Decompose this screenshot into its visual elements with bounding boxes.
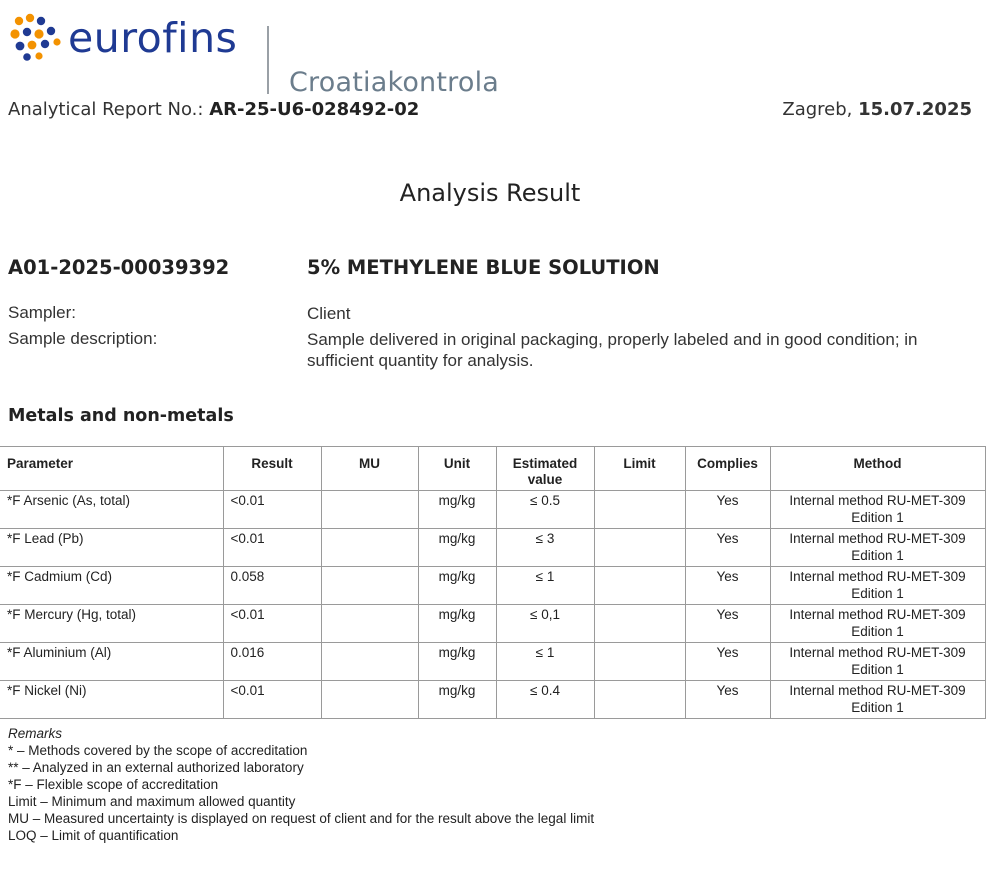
cell-mu [321, 529, 418, 567]
column-header-method: Method [770, 447, 985, 491]
report-number-line [8, 99, 419, 120]
cell-method: Internal method RU-MET-309 Edition 1 [770, 529, 985, 567]
cell-mu [321, 491, 418, 529]
cell-mu [321, 681, 418, 719]
table-row [0, 605, 985, 643]
header-divider [267, 26, 269, 94]
cell-limit [594, 529, 685, 567]
cell-mu [321, 605, 418, 643]
cell-result: <0.01 [223, 529, 321, 567]
cell-complies: Yes [685, 605, 770, 643]
column-header-estimated-value: Estimated value [496, 447, 594, 491]
cell-result: 0.058 [223, 567, 321, 605]
column-header-parameter: Parameter [0, 447, 223, 491]
cell-estimated-value: ≤ 1 [496, 567, 594, 605]
cell-unit: mg/kg [418, 605, 496, 643]
cell-complies: Yes [685, 567, 770, 605]
report-number: AR-25-U6-028492-02 [209, 99, 420, 120]
cell-limit [594, 605, 685, 643]
remarks-title: Remarks [8, 726, 63, 741]
results-table [0, 446, 986, 719]
table-header-row [0, 447, 985, 491]
cell-mu [321, 643, 418, 681]
cell-unit: mg/kg [418, 567, 496, 605]
sample-description-value: Sample delivered in original packaging, properly labeled and in good condition; in sufficient quantity for analysis. [307, 330, 918, 370]
cell-unit: mg/kg [418, 491, 496, 529]
column-header-limit: Limit [594, 447, 685, 491]
cell-unit: mg/kg [418, 529, 496, 567]
cell-parameter: *F Aluminium (Al) [0, 643, 223, 681]
cell-result: <0.01 [223, 491, 321, 529]
cell-parameter: *F Lead (Pb) [0, 529, 223, 567]
cell-method: Internal method RU-MET-309 Edition 1 [770, 605, 985, 643]
report-date-line [782, 99, 972, 120]
cell-method: Internal method RU-MET-309 Edition 1 [770, 491, 985, 529]
cell-estimated-value: ≤ 0,1 [496, 605, 594, 643]
cell-complies: Yes [685, 643, 770, 681]
sample-name: 5% METHYLENE BLUE SOLUTION [307, 256, 660, 279]
remark-line: Limit – Minimum and maximum allowed quantity [8, 794, 296, 809]
cell-parameter: *F Arsenic (As, total) [0, 491, 223, 529]
cell-limit [594, 567, 685, 605]
report-label: Analytical Report No.: [8, 99, 210, 120]
cell-limit [594, 681, 685, 719]
remark-line: * – Methods covered by the scope of accreditation [8, 743, 308, 758]
cell-unit: mg/kg [418, 681, 496, 719]
cell-estimated-value: ≤ 3 [496, 529, 594, 567]
sub-brand-name: Croatiakontrola [289, 67, 500, 98]
cell-mu [321, 567, 418, 605]
cell-limit [594, 643, 685, 681]
cell-result: 0.016 [223, 643, 321, 681]
cell-parameter: *F Cadmium (Cd) [0, 567, 223, 605]
cell-method: Internal method RU-MET-309 Edition 1 [770, 681, 985, 719]
brand-name: eurofins [68, 14, 238, 62]
cell-result: <0.01 [223, 681, 321, 719]
cell-estimated-value: ≤ 0.5 [496, 491, 594, 529]
cell-result: <0.01 [223, 605, 321, 643]
table-row [0, 529, 985, 567]
report-city: Zagreb, [782, 99, 859, 120]
cell-estimated-value: ≤ 0.4 [496, 681, 594, 719]
remark-line: MU – Measured uncertainty is displayed on request of client and for the result above the legal limit [8, 811, 595, 826]
column-header-complies: Complies [685, 447, 770, 491]
cell-complies: Yes [685, 681, 770, 719]
sample-description-label: Sample description: [8, 329, 158, 348]
table-row [0, 491, 985, 529]
column-header-unit: Unit [418, 447, 496, 491]
cell-method: Internal method RU-MET-309 Edition 1 [770, 643, 985, 681]
cell-parameter: *F Mercury (Hg, total) [0, 605, 223, 643]
sample-id: A01-2025-00039392 [8, 256, 230, 279]
remarks-block [8, 725, 594, 844]
cell-complies: Yes [685, 529, 770, 567]
cell-complies: Yes [685, 491, 770, 529]
table-row [0, 643, 985, 681]
table-row [0, 567, 985, 605]
section-title: Metals and non-metals [8, 406, 234, 426]
remark-line: ** – Analyzed in an external authorized laboratory [8, 760, 304, 775]
report-date: 15.07.2025 [858, 99, 972, 120]
table-row [0, 681, 985, 719]
cell-method: Internal method RU-MET-309 Edition 1 [770, 567, 985, 605]
column-header-mu: MU [321, 447, 418, 491]
cell-parameter: *F Nickel (Ni) [0, 681, 223, 719]
cell-estimated-value: ≤ 1 [496, 643, 594, 681]
remark-line: *F – Flexible scope of accreditation [8, 777, 219, 792]
sampler-label: Sampler: [8, 303, 77, 322]
sampler-value: Client [307, 304, 351, 323]
cell-limit [594, 491, 685, 529]
column-header-result: Result [223, 447, 321, 491]
page-title: Analysis Result [399, 179, 581, 207]
cell-unit: mg/kg [418, 643, 496, 681]
remark-line: LOQ – Limit of quantification [8, 828, 179, 843]
eurofins-logo-icon [8, 12, 68, 64]
